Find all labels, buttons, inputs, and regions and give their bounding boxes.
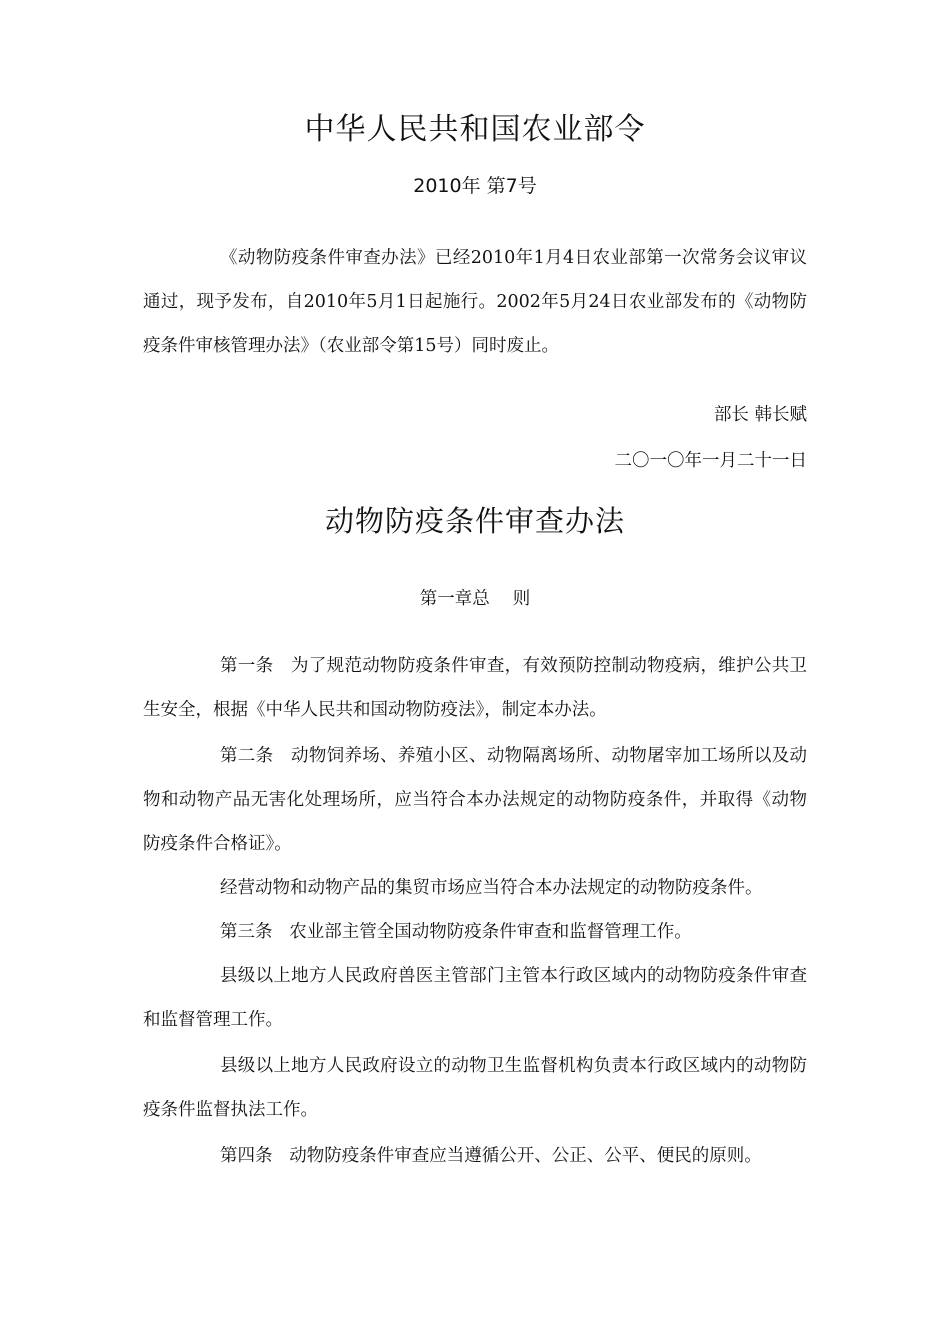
article-number: 第二条 bbox=[220, 746, 274, 766]
order-number: 2010年 第7号 bbox=[413, 175, 537, 197]
article-number: 第三条 bbox=[220, 922, 273, 942]
promulgation-paragraph: 《动物防疫条件审查办法》已经2010年1月4日农业部第一次常务会议审议通过，现予发布，自2010年5月1日起施行。2002年5月24日农业部发布的《动物防疫条件审核管理办法》（农业部令第15号）同时废止。 bbox=[143, 248, 807, 356]
article-number: 第四条 bbox=[220, 1146, 273, 1166]
law-title: 动物防疫条件审查办法 bbox=[324, 504, 625, 538]
article-text: 动物防疫条件审查应当遵循公开、公正、公平、便民的原则。 bbox=[289, 1146, 762, 1166]
article-2-clause-2: 经营动物和动物产品的集贸市场应当符合本办法规定的动物防疫条件。 bbox=[220, 878, 763, 898]
article-3-clause-2: 县级以上地方人民政府兽医主管部门主管本行政区域内的动物防疫条件审查和监督管理工作。 bbox=[143, 966, 807, 1030]
signer: 部长 韩长赋 bbox=[713, 405, 807, 425]
article-3-clause-3: 县级以上地方人民政府设立的动物卫生监督机构负责本行政区域内的动物防疫条件监督执法工作。 bbox=[143, 1056, 807, 1120]
article-3 bbox=[143, 910, 807, 954]
signing-date: 二〇一〇年一月二十一日 bbox=[614, 451, 807, 471]
article-text: 农业部主管全国动物防疫条件审查和监督管理工作。 bbox=[289, 922, 692, 942]
article-1 bbox=[143, 644, 807, 732]
article-text: 为了规范动物防疫条件审查，有效预防控制动物疫病，维护公共卫生安全，根据《中华人民共和国动物防疫法》，制定本办法。 bbox=[143, 656, 808, 720]
article-4 bbox=[143, 1134, 807, 1178]
article-number: 第一条 bbox=[220, 656, 274, 676]
ministry-order-title: 中华人民共和国农业部令 bbox=[304, 112, 646, 147]
article-text: 动物饲养场、养殖小区、动物隔离场所、动物屠宰加工场所以及动物和动物产品无害化处理场所，应当符合本办法规定的动物防疫条件，并取得《动物防疫条件合格证》。 bbox=[143, 746, 808, 854]
chapter-heading: 第一章总 则 bbox=[419, 589, 531, 609]
article-2 bbox=[143, 734, 807, 866]
